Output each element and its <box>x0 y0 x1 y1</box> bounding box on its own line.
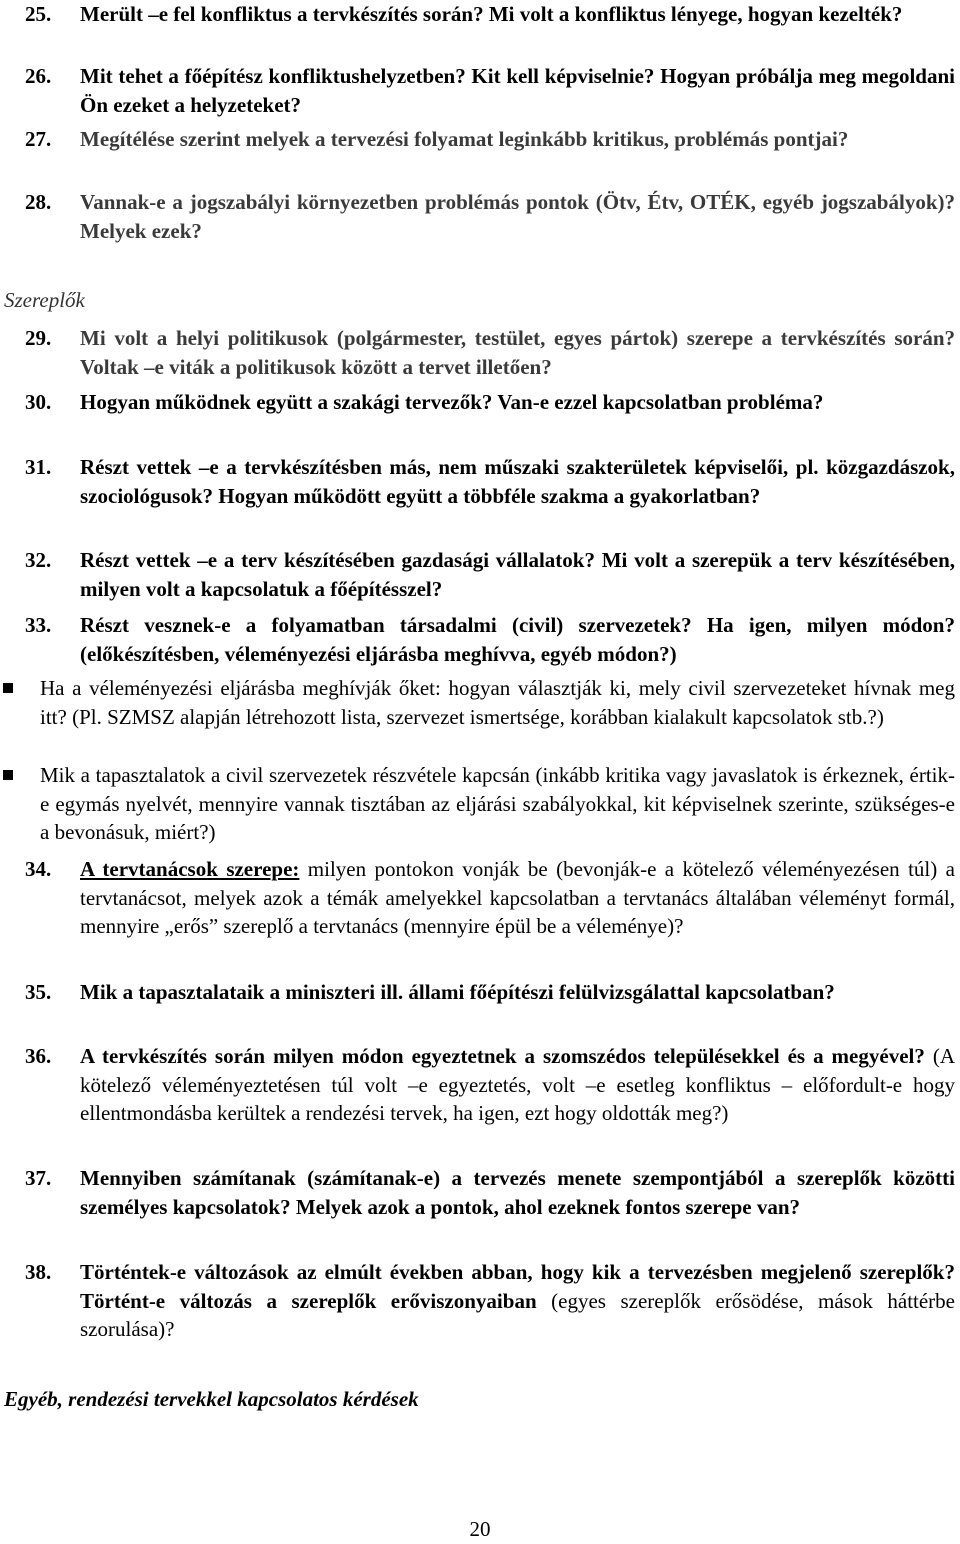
question-text: Történtek-e változások az elmúlt években abban, hogy kik a tervezésben megjelenő szereplők? Történt-e változás a szereplők erőviszonyaiban <box>80 1260 955 1313</box>
question-number: 26. <box>25 64 52 88</box>
question-number: 27. <box>25 127 52 151</box>
question-number: 30. <box>25 390 52 414</box>
question-text: Részt vettek –e a terv készítésében gazdasági vállalatok? Mi volt a szerepük a terv készítésében, milyen volt a kapcsolatuk a főépítésszel? <box>80 548 955 601</box>
question-34 <box>25 855 955 941</box>
question-36 <box>25 1042 955 1128</box>
question-25 <box>25 0 955 29</box>
question-text: milyen pontokon vonják be (bevonják-e a kötelező véleményezésen túl) a tervtanácsot, melyek azok a témák amelyekkel kapcsolatban a tervtanács általában véleményt formál, mennyire „erős” szereplő a tervtanács (mennyire épül be a véleménye)? <box>80 857 955 939</box>
question-30 <box>25 388 955 417</box>
question-text: Vannak-e a jogszabályi környezetben problémás pontok (Ötv, Étv, OTÉK, egyéb jogszabályok)? Melyek ezek? <box>80 190 955 243</box>
question-text: Mit tehet a főépítész konfliktushelyzetben? Kit kell képviselnie? Hogyan próbálja meg megoldani Ön ezeket a helyzeteket? <box>80 64 955 117</box>
question-text: A tervtanácsok szerepe: <box>80 857 300 881</box>
question-32 <box>25 546 955 603</box>
question-number: 25. <box>25 2 52 26</box>
question-26 <box>25 62 955 119</box>
question-number: 33. <box>25 613 52 637</box>
question-number: 32. <box>25 548 52 572</box>
bullet-text: Ha a véleményezési eljárásba meghívják őket: hogyan választják ki, mely civil szervezeteket hívnak meg itt? (Pl. SZMSZ alapján létrehozott lista, szervezet ismertsége, korábban kialakult kapcsolatok stb.?) <box>40 676 955 729</box>
bullet-item <box>0 761 955 847</box>
page-number: 20 <box>469 1517 491 1541</box>
square-bullet-icon <box>3 770 13 780</box>
question-text: A tervkészítés során milyen módon egyeztetnek a szomszédos településekkel és a megyével? <box>80 1044 925 1068</box>
question-text: Hogyan működnek együtt a szakági tervezők? Van-e ezzel kapcsolatban probléma? <box>80 390 824 414</box>
question-text: (egyes szereplők erősödése, mások háttérbe szorulása)? <box>80 1288 955 1342</box>
question-29 <box>25 324 955 381</box>
question-number: 38. <box>25 1260 52 1284</box>
question-text: Mi volt a helyi politikusok (polgármester, testület, egyes pártok) szerepe a tervkészítés során? Voltak –e viták a politikusok között a tervet illetően? <box>80 326 955 379</box>
question-number: 36. <box>25 1044 52 1068</box>
question-number: 34. <box>25 857 52 881</box>
question-text: Megítélése szerint melyek a tervezési folyamat leginkább kritikus, problémás pontjai? <box>80 127 849 151</box>
question-33 <box>25 611 955 668</box>
question-text: Részt vesznek-e a folyamatban társadalmi (civil) szervezetek? Ha igen, milyen módon? (előkészítésben, véleményezési eljárásba meghívva, egyéb módon?) <box>80 613 955 666</box>
section-heading-other: Egyéb, rendezési tervekkel kapcsolatos kérdések <box>4 1387 419 1411</box>
question-number: 28. <box>25 190 52 214</box>
question-text: Mennyiben számítanak (számítanak-e) a tervezés menete szempontjából a szereplők közötti személyes kapcsolatok? Melyek azok a pontok, ahol ezeknek fontos szerepe van? <box>80 1166 955 1219</box>
question-text: Részt vettek –e a tervkészítésben más, nem műszaki szakterületek képviselői, pl. közgazdászok, szociológusok? Hogyan működött együtt a többféle szakma a gyakorlatban? <box>80 455 955 508</box>
bullet-text: Mik a tapasztalatok a civil szervezetek részvétele kapcsán (inkább kritika vagy javaslatok is érkeznek, értik-e egymás nyelvét, mennyire vannak tisztában az eljárási szabályokkal, kit képviselnek szerinte, szükséges-e a bevonásuk, miért?) <box>40 763 955 845</box>
question-text: Mik a tapasztalataik a miniszteri ill. állami főépítészi felülvizsgálattal kapcsolatban? <box>80 980 835 1004</box>
question-35 <box>25 978 955 1007</box>
question-number: 37. <box>25 1166 52 1190</box>
question-27 <box>25 125 955 154</box>
question-text: Merült –e fel konfliktus a tervkészítés során? Mi volt a konfliktus lényege, hogyan kezelték? <box>80 2 903 26</box>
question-31 <box>25 453 955 510</box>
question-text: (A kötelező véleményeztetésen túl volt –e egyeztetés, volt –e esetleg konfliktus – előfordult-e hogy ellentmondásba kerültek a rendezési tervek, ha igen, ezt hogy oldották meg?) <box>80 1044 955 1126</box>
question-38 <box>25 1258 955 1344</box>
question-number: 31. <box>25 455 52 479</box>
square-bullet-icon <box>3 683 13 693</box>
question-37 <box>25 1164 955 1221</box>
question-number: 29. <box>25 326 52 350</box>
question-28 <box>25 188 955 245</box>
bullet-item <box>0 674 955 731</box>
question-number: 35. <box>25 980 52 1004</box>
section-heading-actors: Szereplők <box>4 288 85 312</box>
